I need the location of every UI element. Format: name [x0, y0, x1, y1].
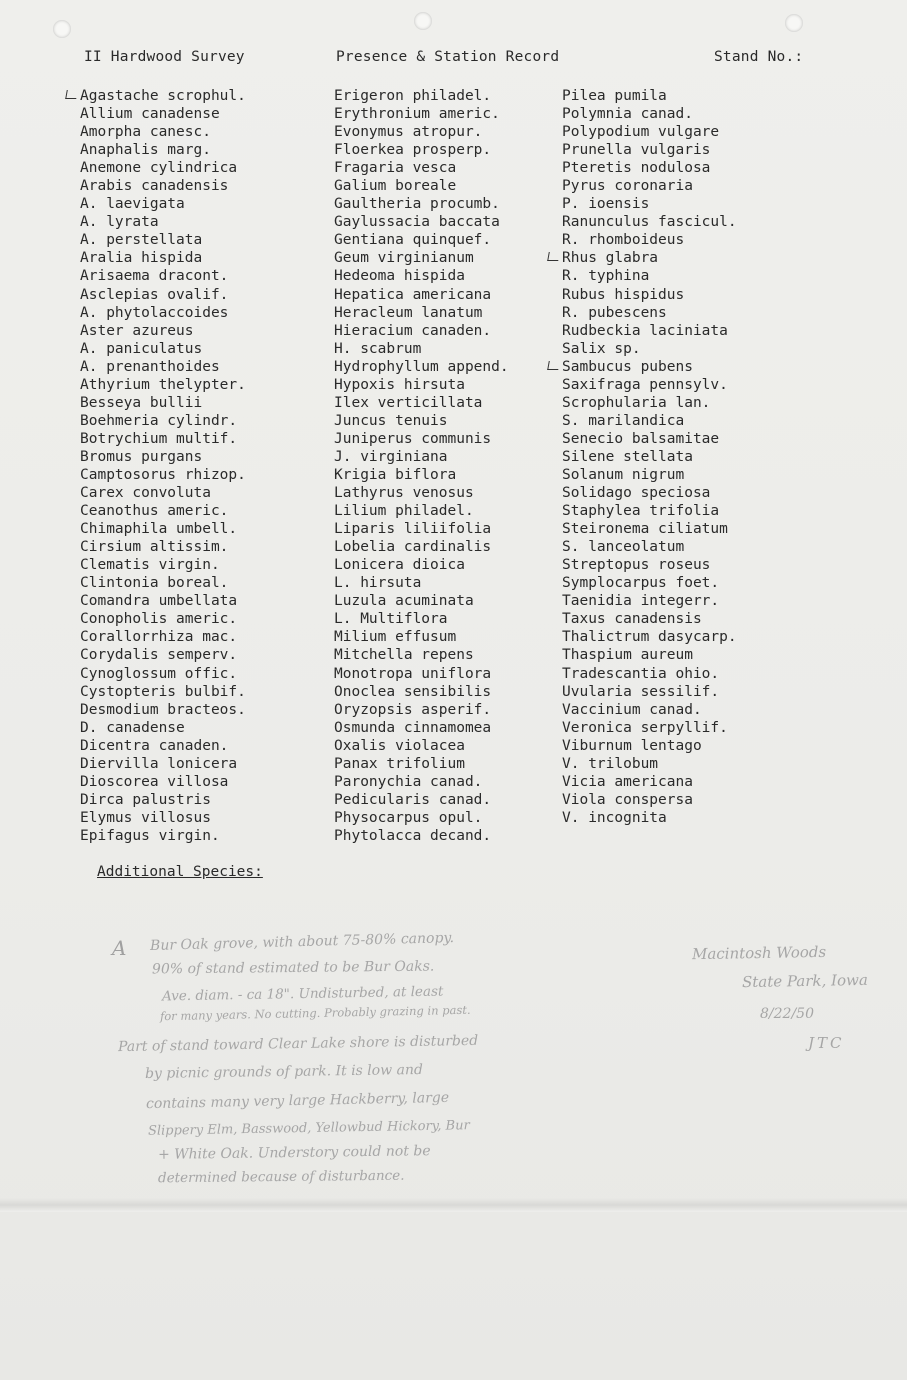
species-item: L. Multiflora — [334, 611, 448, 628]
species-item: Cystopteris bulbif. — [80, 683, 246, 700]
species-item: Polymnia canad. — [562, 106, 693, 123]
species-item: A. phytolaccoides — [80, 304, 229, 321]
species-item: Viburnum lentago — [562, 737, 702, 754]
species-item: Solidago speciosa — [562, 485, 711, 502]
punch-hole-center — [414, 12, 432, 30]
handwritten-note-line: contains many very large Hackberry, large — [145, 1089, 450, 1113]
species-item: Fragaria vesca — [334, 160, 457, 177]
species-item: Saxifraga pennsylv. — [562, 376, 728, 393]
species-item: Pedicularis canad. — [334, 791, 492, 808]
species-item: Gentiana quinquef. — [334, 232, 492, 249]
species-item: Uvularia sessilif. — [562, 683, 720, 700]
species-item: Juncus tenuis — [334, 412, 448, 429]
species-item: Rubus hispidus — [562, 286, 685, 303]
species-item: Clintonia boreal. — [80, 575, 229, 592]
species-item: Asclepias ovalif. — [80, 286, 229, 303]
species-item: Paronychia canad. — [334, 773, 483, 790]
stand-number-label: Stand No.: — [714, 49, 804, 65]
species-item: Hieracium canaden. — [334, 322, 492, 339]
species-item: Besseya bullii — [80, 394, 203, 411]
species-item: Polypodium vulgare — [562, 124, 720, 141]
species-item: Gaultheria procumb. — [334, 196, 500, 213]
species-item: Krigia biflora — [334, 466, 457, 483]
handwritten-note-line: Part of stand toward Clear Lake shore is disturbed — [117, 1032, 479, 1056]
species-item: D. canadense — [80, 719, 185, 736]
species-item: Botrychium multif. — [80, 430, 238, 447]
species-item: Lonicera dioica — [334, 557, 465, 574]
species-item: Rhus glabra — [562, 249, 737, 267]
punch-hole-left — [53, 20, 71, 38]
species-item: Dioscorea villosa — [80, 773, 229, 790]
species-item: Hydrophyllum append. — [334, 358, 509, 375]
species-item: R. rhomboideus — [562, 232, 685, 249]
handwritten-location-line-2: State Park, Iowa — [741, 970, 868, 992]
species-column-2 — [334, 87, 509, 845]
species-item: Symplocarpus foet. — [562, 575, 720, 592]
species-item: Oryzopsis asperif. — [334, 701, 492, 718]
species-item: Comandra umbellata — [80, 593, 238, 610]
species-item: Pteretis nodulosa — [562, 160, 711, 177]
species-item: Diervilla lonicera — [80, 755, 238, 772]
species-item: Corydalis semperv. — [80, 647, 238, 664]
species-item: R. pubescens — [562, 304, 667, 321]
species-item: Silene stellata — [562, 448, 693, 465]
species-item: Hypoxis hirsuta — [334, 376, 465, 393]
handwritten-note-line: Slippery Elm, Basswood, Yellowbud Hickory, Bur — [147, 1118, 470, 1139]
handwritten-note-line: + White Oak. Understory could not be — [157, 1143, 431, 1163]
species-item: Phytolacca decand. — [334, 827, 492, 844]
species-item: Hedeoma hispida — [334, 268, 465, 285]
species-item: Viola conspersa — [562, 791, 693, 808]
species-item: Aralia hispida — [80, 250, 203, 267]
species-item: Galium boreale — [334, 178, 457, 195]
handwritten-date: 8/22/50 — [760, 1006, 814, 1022]
species-item: Chimaphila umbell. — [80, 521, 238, 538]
species-item: Carex convoluta — [80, 485, 211, 502]
species-item: Dirca palustris — [80, 791, 211, 808]
species-item: Evonymus atropur. — [334, 124, 483, 141]
handwritten-note-line: determined because of disturbance. — [157, 1167, 405, 1187]
species-item: A. paniculatus — [80, 340, 203, 357]
species-item: Oxalis violacea — [334, 737, 465, 754]
species-item: S. marilandica — [562, 412, 685, 429]
species-item: Dicentra canaden. — [80, 737, 229, 754]
species-item: Panax trifolium — [334, 755, 465, 772]
handwritten-note-line: Ave. diam. - ca 18". Undisturbed, at least — [161, 983, 444, 1005]
species-item: Monotropa uniflora — [334, 665, 492, 682]
handwritten-note-line: Bur Oak grove, with about 75-80% canopy. — [149, 930, 455, 954]
species-item: Lobelia cardinalis — [334, 539, 492, 556]
species-item: Physocarpus opul. — [334, 809, 483, 826]
species-column-1 — [80, 87, 246, 845]
species-item: Bromus purgans — [80, 448, 203, 465]
species-item: Thalictrum dasycarp. — [562, 629, 737, 646]
species-item: Arabis canadensis — [80, 178, 229, 195]
species-item: Scrophularia lan. — [562, 394, 711, 411]
handwritten-initials: JTC — [808, 1034, 845, 1052]
species-item: Senecio balsamitae — [562, 430, 720, 447]
species-item: A. prenanthoides — [80, 358, 220, 375]
handwritten-letter: A — [112, 936, 127, 960]
species-item: Lathyrus venosus — [334, 485, 474, 502]
species-item: Milium effusum — [334, 629, 457, 646]
species-item: Luzula acuminata — [334, 593, 474, 610]
species-column-3 — [562, 87, 737, 827]
species-item: Sambucus pubens — [562, 358, 737, 376]
species-item: Veronica serpyllif. — [562, 719, 728, 736]
species-item: V. trilobum — [562, 755, 659, 772]
survey-title: II Hardwood Survey — [84, 49, 245, 65]
species-item: Cynoglossum offic. — [80, 665, 238, 682]
species-item: Onoclea sensibilis — [334, 683, 492, 700]
species-item: Ilex verticillata — [334, 394, 483, 411]
species-item: Lilium philadel. — [334, 503, 474, 520]
species-item: Taxus canadensis — [562, 611, 702, 628]
species-item: Corallorrhiza mac. — [80, 629, 238, 646]
species-item: Vaccinium canad. — [562, 701, 702, 718]
species-item: A. laevigata — [80, 196, 185, 213]
species-item: Athyrium thelypter. — [80, 376, 246, 393]
species-item: Allium canadense — [80, 106, 220, 123]
species-item: Salix sp. — [562, 340, 641, 357]
species-item: Desmodium bracteos. — [80, 701, 246, 718]
species-item: Liparis liliifolia — [334, 521, 492, 538]
species-item: Solanum nigrum — [562, 466, 685, 483]
species-item: Erythronium americ. — [334, 106, 500, 123]
species-item: A. lyrata — [80, 214, 159, 231]
species-item: S. lanceolatum — [562, 539, 685, 556]
species-item: Vicia americana — [562, 773, 693, 790]
paper-fold — [0, 1198, 907, 1212]
species-item: Elymus villosus — [80, 809, 211, 826]
species-item: Gaylussacia baccata — [334, 214, 500, 231]
species-item: Osmunda cinnamomea — [334, 719, 492, 736]
handwritten-location-line-1: Macintosh Woods — [691, 942, 827, 964]
species-item: Camptosorus rhizop. — [80, 466, 246, 483]
species-item: Staphylea trifolia — [562, 503, 720, 520]
species-item: P. ioensis — [562, 196, 650, 213]
species-item: Rudbeckia laciniata — [562, 322, 728, 339]
species-item: H. scabrum — [334, 340, 422, 357]
species-item: Thaspium aureum — [562, 647, 693, 664]
handwritten-note-line: for many years. No cutting. Probably grazing in past. — [159, 1002, 471, 1024]
species-item: Mitchella repens — [334, 647, 474, 664]
species-item: Prunella vulgaris — [562, 142, 711, 159]
species-item: Amorpha canesc. — [80, 124, 211, 141]
species-item: Pyrus coronaria — [562, 178, 693, 195]
species-item: Streptopus roseus — [562, 557, 711, 574]
species-item: Conopholis americ. — [80, 611, 238, 628]
punch-hole-right — [785, 14, 803, 32]
species-item: Tradescantia ohio. — [562, 665, 720, 682]
species-item: J. virginiana — [334, 448, 448, 465]
species-item: Clematis virgin. — [80, 557, 220, 574]
species-item: Heracleum lanatum — [334, 304, 483, 321]
species-item: Geum virginianum — [334, 250, 474, 267]
species-item: Pilea pumila — [562, 88, 667, 104]
species-item: V. incognita — [562, 809, 667, 826]
species-item: Ranunculus fascicul. — [562, 214, 737, 231]
additional-species-label: Additional Species: — [97, 864, 263, 880]
species-item: Arisaema dracont. — [80, 268, 229, 285]
handwritten-note-line: 90% of stand estimated to be Bur Oaks. — [151, 958, 435, 978]
handwritten-note-line: by picnic grounds of park. It is low and — [144, 1062, 424, 1082]
species-item: Anaphalis marg. — [80, 142, 211, 159]
species-item: Hepatica americana — [334, 286, 492, 303]
record-title: Presence & Station Record — [336, 49, 560, 65]
species-item: L. hirsuta — [334, 575, 422, 592]
species-item: Taenidia integerr. — [562, 593, 720, 610]
species-item: Steironema ciliatum — [562, 521, 728, 538]
species-item: Epifagus virgin. — [80, 827, 220, 844]
species-item: Boehmeria cylindr. — [80, 412, 238, 429]
species-item: R. typhina — [562, 268, 650, 285]
species-item: Erigeron philadel. — [334, 88, 492, 104]
species-item: Aster azureus — [80, 322, 194, 339]
species-item: Anemone cylindrica — [80, 160, 238, 177]
species-item: Agastache scrophul. — [80, 88, 246, 104]
species-item: Juniperus communis — [334, 430, 492, 447]
species-item: A. perstellata — [80, 232, 203, 249]
species-item: Cirsium altissim. — [80, 539, 229, 556]
species-item: Ceanothus americ. — [80, 503, 229, 520]
species-item: Floerkea prosperp. — [334, 142, 492, 159]
